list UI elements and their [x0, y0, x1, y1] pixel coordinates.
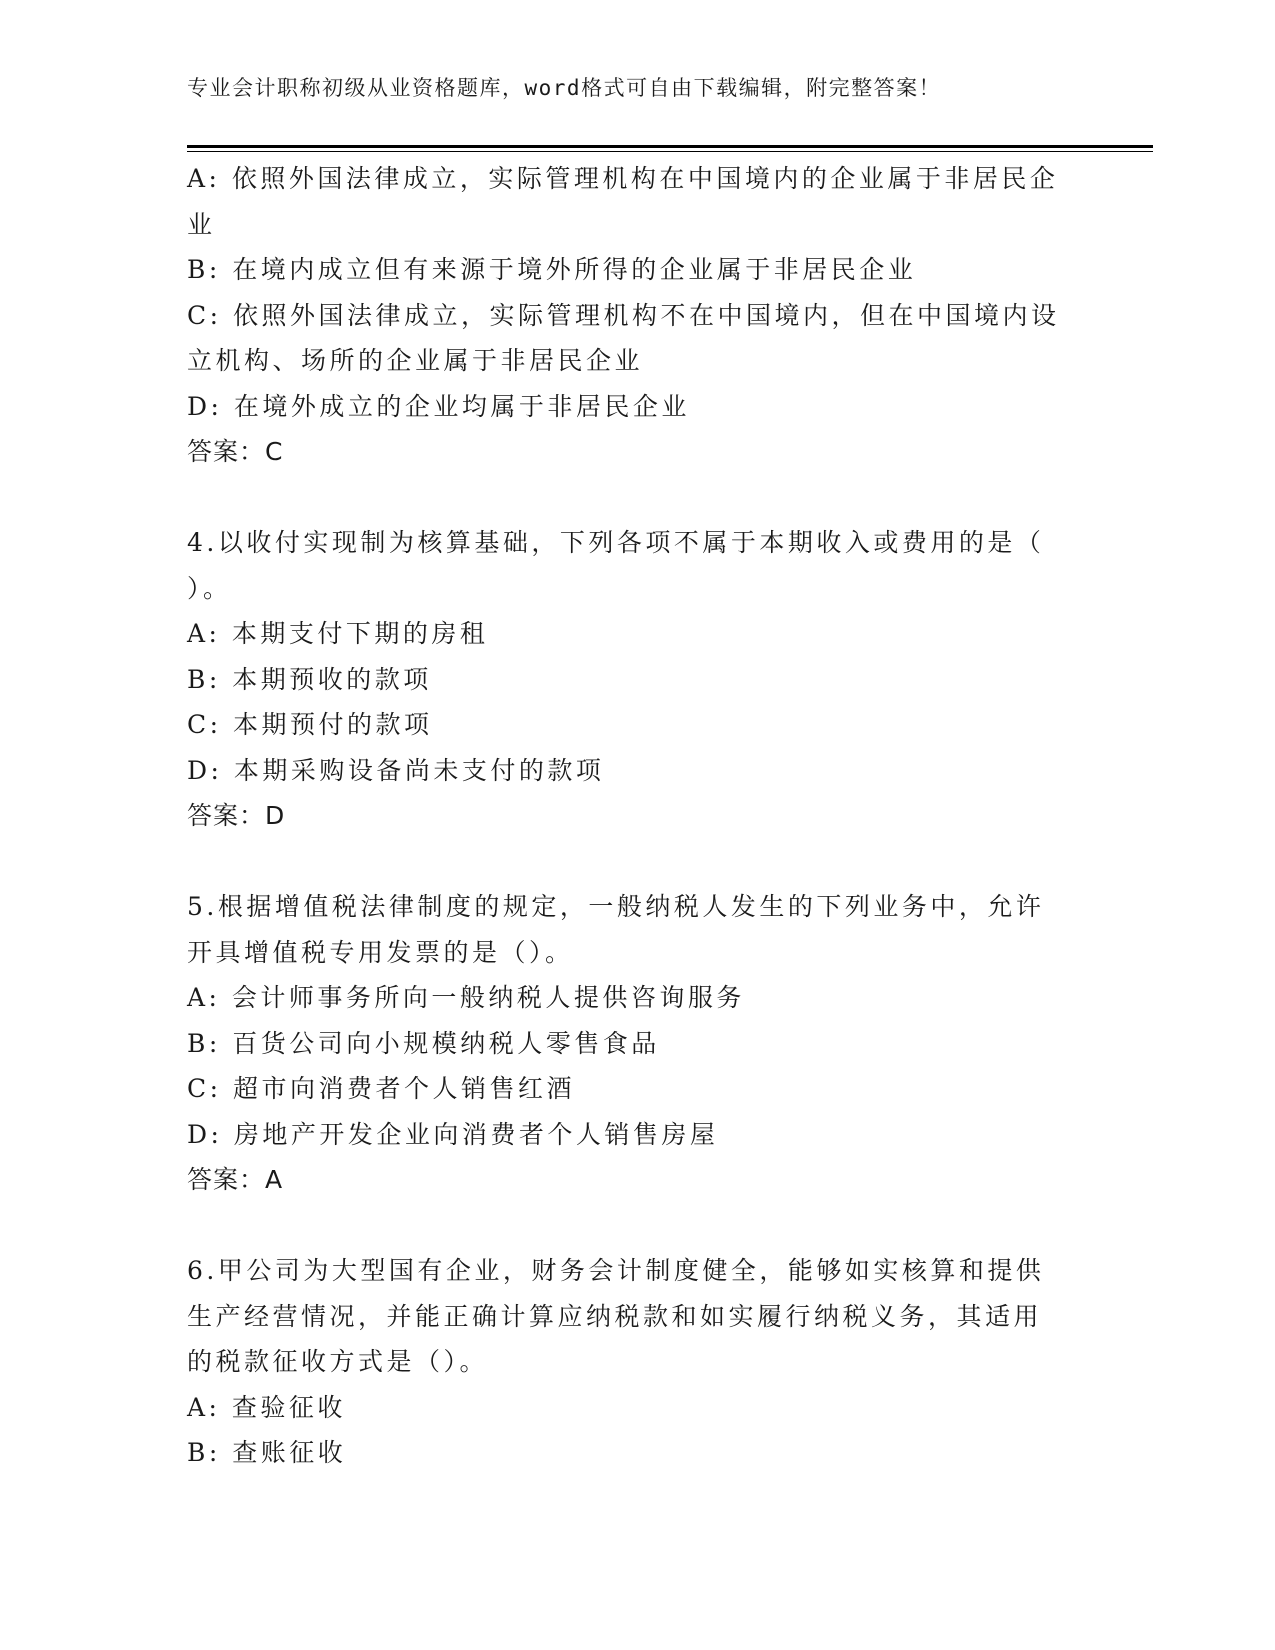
q6-option-a: A: 查验征收: [187, 1392, 346, 1422]
q6-option-b: B: 查账征收: [187, 1438, 347, 1467]
q5-option-a: A: 会计师事务所向一般纳税人提供咨询服务: [187, 983, 745, 1012]
q4-option-c: C: 本期预付的款项: [187, 710, 433, 739]
question-4: [187, 520, 1087, 839]
spacer: [187, 839, 1087, 885]
q5-answer: 答案：A: [187, 1165, 284, 1194]
q6-stem-line-1: 6.甲公司为大型国有企业，财务会计制度健全，能够如实核算和提供: [187, 1256, 1045, 1285]
q4-option-b: B: 本期预收的款项: [187, 664, 432, 694]
q4-stem-line-2: ）。: [187, 573, 232, 603]
question-3: [187, 156, 1087, 475]
question-content: [187, 156, 1087, 1476]
q6-stem-line-2: 生产经营情况，并能正确计算应纳税款和如实履行纳税义务，其适用: [187, 1301, 1043, 1331]
spacer: [187, 475, 1087, 521]
question-5: [187, 884, 1087, 1203]
q4-answer: 答案：D: [187, 801, 286, 830]
q3-option-b: B: 在境内成立但有来源于境外所得的企业属于非居民企业: [187, 255, 917, 284]
q3-answer: 答案：C: [187, 437, 284, 466]
q3-option-a-line-2: 业: [187, 209, 216, 239]
q4-option-d: D: 本期采购设备尚未支付的款项: [187, 755, 605, 785]
spacer: [187, 1203, 1087, 1249]
q6-stem-line-3: 的税款征收方式是（）。: [187, 1347, 489, 1376]
header-rule-thick: [187, 145, 1153, 148]
q4-option-a: A: 本期支付下期的房租: [187, 619, 489, 648]
q3-option-d: D: 在境外成立的企业均属于非居民企业: [187, 391, 690, 421]
header-rule-thin: [187, 151, 1153, 152]
q5-stem-line-2: 开具增值税专用发票的是（）。: [187, 937, 574, 967]
q5-option-c: C: 超市向消费者个人销售红酒: [187, 1074, 575, 1103]
q4-stem-line-1: 4.以收付实现制为核算基础，下列各项不属于本期收入或费用的是（: [187, 528, 1045, 557]
q5-option-b: B: 百货公司向小规模纳税人零售食品: [187, 1028, 660, 1058]
q5-stem-line-1: 5.根据增值税法律制度的规定，一般纳税人发生的下列业务中，允许: [187, 892, 1045, 921]
page-header: 专业会计职称初级从业资格题库，word格式可自由下载编辑，附完整答案！: [187, 76, 942, 100]
q3-option-a-line-1: A: 依照外国法律成立，实际管理机构在中国境内的企业属于非居民企: [187, 164, 1059, 193]
q5-option-d: D: 房地产开发企业向消费者个人销售房屋: [187, 1119, 719, 1149]
q3-option-c-line-1: C: 依照外国法律成立，实际管理机构不在中国境内，但在中国境内设: [187, 300, 1060, 330]
question-6: [187, 1248, 1087, 1476]
q3-option-c-line-2: 立机构、场所的企业属于非居民企业: [187, 346, 644, 375]
